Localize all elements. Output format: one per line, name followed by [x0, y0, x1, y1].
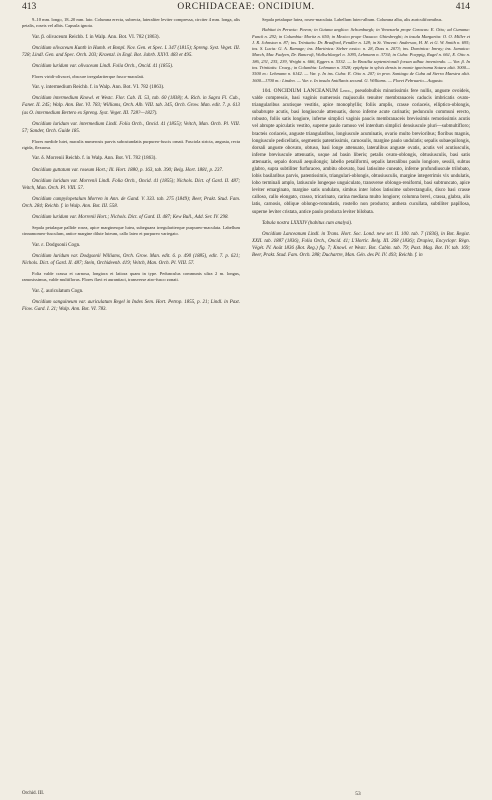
running-title: ORCHIDACEAE: ONCIDIUM.	[177, 2, 315, 12]
description-paragraph: 9–10 mm. longo, 18–20 mm. lato. Columna erecta, subrecta, lateraliter leviter compressa, circiter 4 mm. longa, alis petalis, roseis vel albis. Capsula ignota.	[22, 17, 240, 29]
description-paragraph: Flores viridi-olivacei, obscure irregulariterque fusco-maculati.	[32, 73, 145, 79]
citation-paragraph: Oncidium guttatum var. roseum Hort.; Ill. Hort. 1880, p. 163, tab. 390; Belg. Hort. 1881, p. 237.	[32, 167, 224, 173]
page-number-right: 414	[455, 2, 470, 12]
left-column	[22, 17, 240, 800]
habitat-paragraph: Habitat in Peruvia: Pavon; in Guiana anglica: Schomburgk; in Venezuela prope Caracas: E. Otto; ad Cumana: Funck n. 292; in Columbia: Moritz n. 650; in Mexico prope Oaxaca: Ghiesbreght; in insula Margarita: O. O. Miller et J. R. Johnston n. 87; ins. Trinitatis: Dr. Bradford, Fendler n. 128; in St. Vincent: Anderson, H. H. et G. W. Smith n. 695; ins. S. Lucia: G. A. Ramage; ins. Martinica: Sieber exsicc. n. 28, Duss n. 2073; ins. Dominica: Imray; ins. Jamaica: March, Mac Fadyen, Dr. Bancroft, Wullschlaegel n. 1095, Lehmann n. 3734; in Cuba: Poeppig, Rugel n. 661, E. Otto n. 186, 231, 235, 239, Wright n. 666, Eggers n. 5332. — In Brasilia septentrionali forsan adhuc inveniendo. — Var. β. In ins. Trinitatis: Crueg.; in Columbia: Lehmann n. 3528; epiphyta in sylvis densis in monte igneirama Sotara altit. 3000—3500 m.: Lehmann n. 6142. — Var. γ. In ins. Cuba: E. Otto n. 207; in prov. Santiago de Cuba ad Sierra Maestra altit. 1600—1700 m.: Linden. — Var. ε. In insula Antillanis secund. G. Williams. — Floret Februario—Augusto.	[252, 27, 470, 83]
plate-reference: Tabula nostra LXXXIV (habitus cum analysi).	[262, 220, 353, 226]
species-description: 104. ONCIDIUM LANCEANUM Lindl., pseudobulbis minutissimis fere nullis, anguste ovoideis, valde compressis, basi vaginis numerosis majusculis tenuiter membranaceis caducis imbricatis ovato-triangularibus acutisque vestitis, apice monophyllis; foliis amplis, crasse coriaceis, elliptico-oblongis, subabrupte acutis, basi longiuscule attenuatis, dorso inferne acute carinatis; pedunculo communi erecto, robusto, foliis satis longiore, inferne simplici vaginis paucis membranaceis brevissimis remotissimis acutis vel abrupte apiculatis vestito, superne paulo ramoso vel interdum simplici densiuscule pluri—submultifloro; bracteis coriaceis, anguste triangularibus, longiuscule acuminatis, ovario multo brevioribus; floribus magnis, longiuscule pedicellatis, segmentis patentissimis, carnosulis, margine paulo undulatis; sepalis subaequilongis, dorsali anguste obovato, obtuso, basi longe attenuato, lateralibus anguste ovatis, acutis vel acutiusculis, inferne breviuscule attenuatis, usque ad basin liberis; petalis ovato-oblongis, obtusiusculis, basi satis attenuatis, sepalo dorsali aequilongis; labello petaliformi, sepalis lateralibus paulo longiore, sessili, subtus glabro, supra subtiliter furfuraceo, ambitu obovato, basi latissime cuneato, inferne profundiuscule trilobato, lobis basilaribus parvis, patentissimis, triangulari-oblongis, obtusiusculis, margine integerrimis vix undulatis, lobo terminali amplo, latiuscule longeque unguiculato, transverse oblongo-reniformi, basi subtruncato, apice leviter emarginato, margine satis undulato, simbus inter lobos latissime subrectangulis, disco basi crasse calloso, callo elongato, crasso, tricarinato, carina mediana multo longiore; columna brevi, crassa, glabra, alis latis, carnosis, oblique oblongo-rotundatis, rostello non producto; anthera cucullata, subtiliter papillosa, superne leviter cristata, antice paulo producta leviter bilobata.	[252, 87, 470, 215]
species-text: pseudobulbis minutissimis fere nullis, anguste ovoideis, valde compressis, basi vaginis numerosis majusculis tenuiter membranaceis caducis imbricatis ovato-triangularibus acutisque vestitis, apice monophyllis; foliis amplis, crasse coriaceis, elliptico-oblongis, subabrupte acutis, basi longiuscule attenuatis, dorso inferne acute carinatis; pedunculo communi erecto, robusto, foliis satis longiore, inferne simplici vaginis paucis membranaceis brevissimis remotissimis acutis vel abrupte apiculatis vestito, superne paulo ramoso vel interdum simplici densiuscule pluri—submultifloro; bracteis coriaceis, anguste triangularibus, longiuscule acuminatis, ovario multo brevioribus; floribus magnis, longiuscule pedicellatis, segmentis patentissimis, carnosulis, margine paulo undulatis; sepalis subaequilongis, dorsali anguste obovato, obtuso, basi longe attenuato, lateralibus anguste ovatis, acutis vel acutiusculis, inferne breviuscule attenuatis, usque ad basin liberis; petalis ovato-oblongis, obtusiusculis, basi satis attenuatis, sepalo dorsali aequilongis; labello petaliformi, sepalis lateralibus paulo longiore, sessili, subtus glabro, supra subtiliter furfuraceo, ambitu obovato, basi latissime cuneato, inferne profundiuscule trilobato, lobis basilaribus parvis, patentissimis, triangulari-oblongis, obtusiusculis, margine integerrimis vix undulatis, lobo terminali amplo, latiuscule longeque unguiculato, transverse oblongo-reniformi, basi subtruncato, apice leviter emarginato, margine satis undulato, simbus inter lobos latissime subrectangulis, disco basi crasse calloso, callo elongato, crasso, tricarinato, carina mediana multo longiore; columna brevi, crassa, glabra, alis latis, carnosis, oblique oblongo-rotundatis, rostello non producto; anthera cucullata, subtiliter papillosa, superne leviter cristata, antice paulo producta leviter bilobata.	[252, 88, 470, 215]
citation-paragraph: Oncidium olivaceum Kunth in Humb. et Bonpl. Nov. Gen. et Spec. I. 347 (1815); Spreng. Syst. Veget. III. 728; Lindl. Gen. and Spec. Orch. 203; Kraenzl. in Engl. Bot. Jahrb. XXVI. 483 et 495.	[22, 45, 240, 58]
description-paragraph: Sepala petalaque pallide rosea, apice marginesque lutea, subeguaea irregulariterque purpureo-maculata. Labellum cinnamomeo-fusculum, antice margine dilute luteum, callo lateo et purpureo variegato.	[22, 225, 240, 237]
species-author: Lindl.	[340, 88, 352, 94]
footer-note: Orchid. III.	[22, 791, 45, 796]
variety-heading: Var. β. olivaceum Reichb. f. in Walp. Ann. Bot. VI. 782 (1863).	[32, 33, 160, 40]
page-number-left: 413	[22, 2, 37, 12]
variety-heading: Var. ε. Dodgsonii Cogn.	[32, 241, 81, 248]
citation-paragraph: Oncidium luridum var. Morrenii Lindl. Folia Orch., Oncid. 41 (1855); Nichols. Dict. of Gard. II. 487; Veitch, Man. Orch. Pl. VIII. 57.	[22, 178, 240, 191]
description-paragraph: Flores medide lutei, maculis numerosis parvis subcutundatis purpureo-fuscis ornati. Fasciola stricta, angusta, recta rigida, flexuosa.	[22, 138, 240, 151]
species-number: 104.	[262, 87, 272, 94]
right-column	[252, 17, 470, 800]
variety-heading: Var. ζ. auriculatum Cogn.	[32, 287, 84, 294]
description-paragraph: Folia valde crassa et carnosa, longiora et latiora quam in type. Pedunculus communis ultra 2 m. longus, ramosissimus, valde multiflorus. Flores flavi et aurantiaci, transverse atro-fusco zonati.	[22, 270, 240, 283]
species-name: ONCIDIUM LANCEANUM	[273, 87, 338, 94]
citation-paragraph: Oncidium luridum var. intermedium Lindl. Folia Orch., Oncid. 41 (1855); Veitch, Man. Orch. Pl. VIII. 57; Sander, Orch. Guide 185.	[22, 121, 240, 134]
citation-paragraph: Oncidium intermedium Knowl. et Westc. Flor. Cab. II. 53, tab. 60 (1838); A. Rich. in Sagra Fl. Cub., Faner. II. 245; Walp. Ann. Bot. VI. 783; Williams, Orch. Alb. VIII. tab. 345, Orch. Grow. Man. edit. 7. p. 613 (as O. intermedium Bertero ex Spreng. Syst. Veget. III. 728?—1827).	[22, 96, 240, 116]
citation-paragraph: Oncidium luridum var. olivaceum Lindl. Folia Orch., Oncid. 41 (1855).	[32, 63, 174, 69]
variety-heading: Var. δ. Morrenii Reichb. f. in Walp. Ann. Bot. VI. 782 (1863).	[32, 155, 157, 162]
signature-mark: 53	[355, 791, 361, 797]
columns	[22, 17, 470, 800]
citation-paragraph: Oncidium luridum var. Morrenii Hort.; Nichols. Dict. of Gard. II. 487; Kew Bull., Add. Ser. IV. 298.	[32, 214, 229, 220]
citation-paragraph: Oncidium sanguineum var. auriculatum Regel in Index Sem. Hort. Petrop. 1855, p. 21; Lindl. in Paxt. Flow. Gard. I. 21; Walp. Ann. Bot. VI. 783.	[22, 299, 240, 312]
citation-paragraph: Oncidium Lanceanum Lindl. in Trans. Hort. Soc. Lond. new ser. II. 100. tab. 7 (1836), in Bot. Regist. XXII. tab. 1887 (1836), Folia Orch., Oncid. 41; L'Hortic. Belg. III. 268 (1836); Drapiez, Encyclopr. Règn. Végét. IV. Août 1836 (Bot. Reg.) fig. 7; Knowl. et Westc. Bot. Cabin. tab. 79; Paxt. Mag. Bot. IV. tab. 169; Beer, Prakt. Stud. Fam. Orch. 288; Duchartre, Man. Gén. des Pl. IV. 493; Reichb. f. in	[252, 231, 470, 259]
variety-heading: Var. γ. intermedium Reichb. f. in Walp. Ann. Bot. VI. 782 (1863).	[32, 84, 165, 91]
description-paragraph: Sepala petalaque lutea, roseo-maculata. Labellum luteo-album. Columna alba, alis auriculiformibus.	[262, 17, 443, 22]
citation-paragraph: Oncidium luridum var. Dodgsonii Williams, Orch. Grow. Man. edit. 6. p. 490 (1885), edit. 7. p. 621; Nichols. Dict. of Gard. II. 487; Stein, Orchideenb. 419; Veitch, Man. Orch. Pl. VIII. 57.	[22, 253, 240, 266]
citation-paragraph: Oncidium campylopetalum Morren in Ann. de Gand. V. 333. tab. 275 (1849); Beer, Prakt. Stud. Fam. Orch. 284; Reichb. f. in Walp. Ann. Bot. III. 558.	[22, 196, 240, 209]
page-header	[22, 2, 470, 16]
